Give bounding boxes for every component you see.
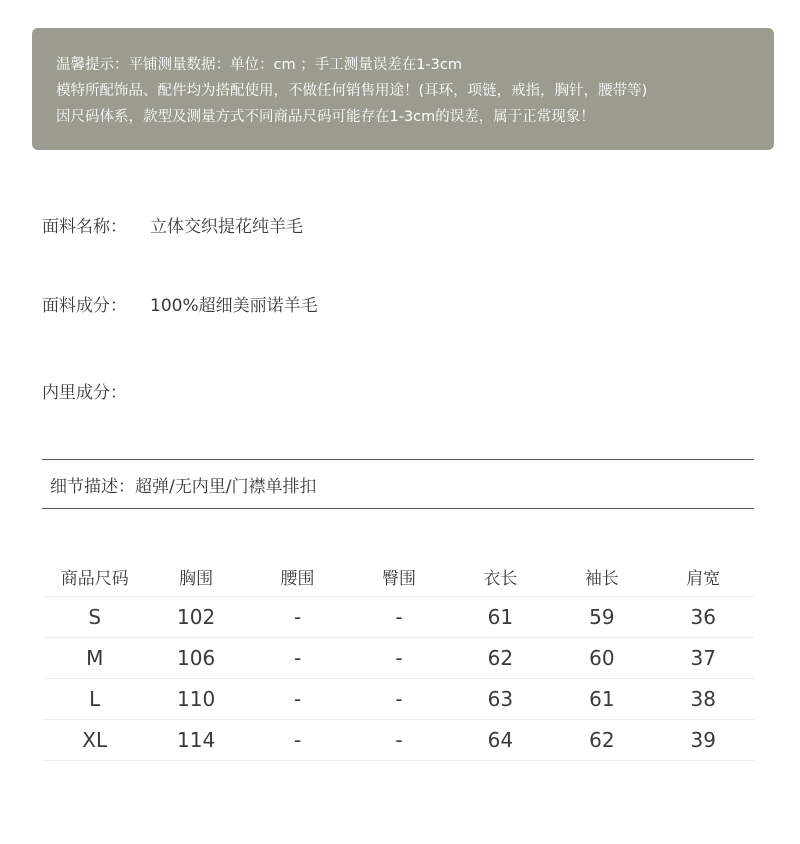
table-cell: 114 (145, 720, 246, 761)
table-cell: 106 (145, 638, 246, 679)
header-cell: 袖长 (551, 556, 652, 597)
table-cell: 64 (450, 720, 551, 761)
table-cell: - (247, 720, 348, 761)
table-cell: 39 (653, 720, 754, 761)
table-row (44, 597, 754, 638)
notice-line: 模特所配饰品、配件均为搭配使用，不做任何销售用途！(耳环，项链，戒指，胸针，腰带等) (56, 83, 648, 99)
fabric-composition-row (42, 291, 318, 316)
table-row (44, 679, 754, 720)
table-cell: 61 (450, 597, 551, 638)
table-cell: M (44, 638, 145, 679)
table-cell: - (348, 638, 449, 679)
detail-value: 超弹/无内里/门襟单排扣 (135, 477, 317, 497)
lining-row (42, 378, 150, 403)
header-cell: 胸围 (145, 556, 246, 597)
table-cell: 38 (653, 679, 754, 720)
table-cell: - (348, 597, 449, 638)
notice-banner (32, 28, 774, 150)
fabric-name-label: 面料名称： (42, 217, 127, 237)
table-cell: - (348, 679, 449, 720)
table-cell: 62 (551, 720, 652, 761)
fabric-composition-value: 100%超细美丽诺羊毛 (150, 296, 318, 316)
divider-bottom (42, 508, 754, 509)
table-cell: - (247, 638, 348, 679)
table-cell: 59 (551, 597, 652, 638)
table-cell: - (247, 597, 348, 638)
table-cell: 63 (450, 679, 551, 720)
table-cell: 62 (450, 638, 551, 679)
fabric-composition-label: 面料成分： (42, 296, 127, 316)
size-table-header (44, 556, 754, 597)
header-cell: 商品尺码 (44, 556, 145, 597)
table-cell: - (247, 679, 348, 720)
table-row (44, 720, 754, 761)
header-cell: 衣长 (450, 556, 551, 597)
notice-line: 温馨提示：平铺测量数据：单位：cm ；手工测量误差在1-3cm (56, 57, 462, 73)
table-cell: - (348, 720, 449, 761)
detail-label: 细节描述： (50, 477, 135, 497)
table-cell: 110 (145, 679, 246, 720)
table-cell: 37 (653, 638, 754, 679)
table-cell: 36 (653, 597, 754, 638)
table-cell: S (44, 597, 145, 638)
detail-row (50, 472, 316, 497)
lining-label: 内里成分： (42, 383, 127, 403)
notice-line: 因尺码体系，款型及测量方式不同商品尺码可能存在1-3cm的误差，属于正常现象！ (56, 109, 595, 125)
divider-top (42, 459, 754, 460)
header-cell: 腰围 (247, 556, 348, 597)
fabric-name-value: 立体交织提花纯羊毛 (150, 217, 303, 237)
header-cell: 肩宽 (653, 556, 754, 597)
table-cell: L (44, 679, 145, 720)
table-cell: XL (44, 720, 145, 761)
size-table (44, 556, 754, 761)
fabric-name-row (42, 212, 303, 237)
table-cell: 60 (551, 638, 652, 679)
table-row (44, 638, 754, 679)
header-cell: 臀围 (348, 556, 449, 597)
table-cell: 102 (145, 597, 246, 638)
table-cell: 61 (551, 679, 652, 720)
